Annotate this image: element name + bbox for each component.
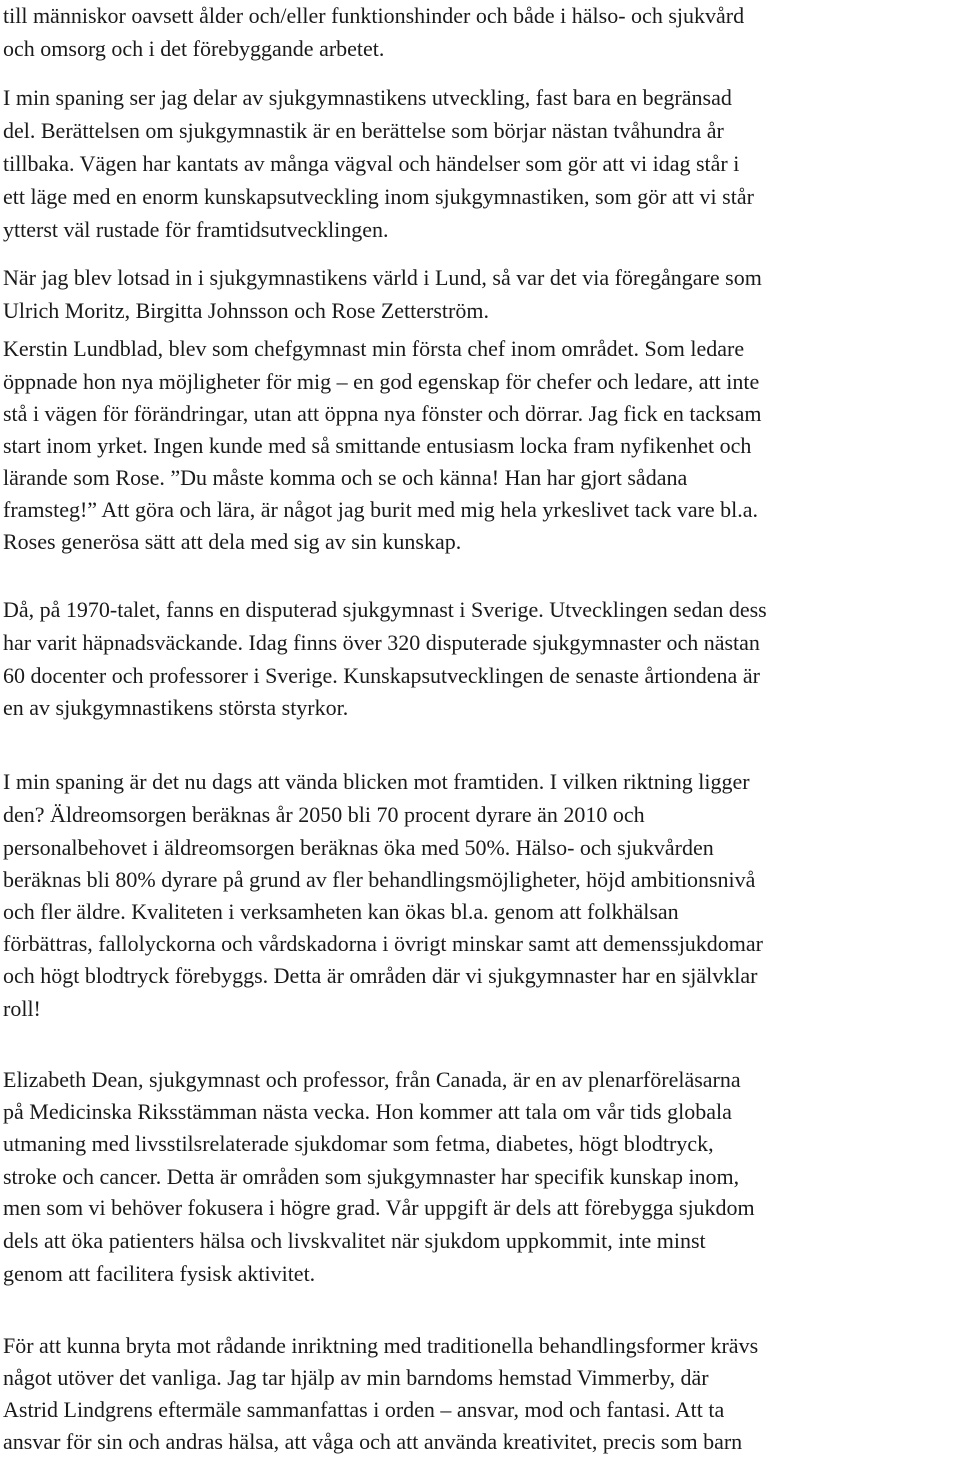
text-line: en av sjukgymnastikens största styrkor. <box>3 695 349 720</box>
text-line: den? Äldreomsorgen beräknas år 2050 bli 70 procent dyrare än 2010 och <box>3 802 645 827</box>
text-line: Kerstin Lundblad, blev som chefgymnast min första chef inom området. Som ledare <box>3 336 745 361</box>
text-line: stroke och cancer. Detta är områden som sjukgymnaster har specifik kunskap inom, <box>3 1164 740 1189</box>
text-line: beräknas bli 80% dyrare på grund av fler behandlingsmöjligheter, höjd ambitionsnivå <box>3 867 756 892</box>
text-line: del. Berättelsen om sjukgymnastik är en berättelse som börjar nästan tvåhundra år <box>3 118 724 143</box>
text-line: men som vi behöver fokusera i högre grad. Vår uppgift är dels att förebygga sjukdom <box>3 1195 755 1220</box>
text-line: förbättras, fallolyckorna och vårdskadorna i övrigt minskar samt att demenssjukdomar <box>3 931 764 956</box>
text-line: dels att öka patienters hälsa och livskvalitet när sjukdom uppkommit, inte minst <box>3 1228 706 1253</box>
text-line: har varit häpnadsväckande. Idag finns över 320 disputerade sjukgymnaster och nästan <box>3 630 760 655</box>
text-line: till människor oavsett ålder och/eller funktionshinder och både i hälso- och sjukvård <box>3 3 745 28</box>
text-line: Roses generösa sätt att dela med sig av sin kunskap. <box>3 529 462 554</box>
text-line: något utöver det vanliga. Jag tar hjälp av min barndoms hemstad Vimmerby, där <box>3 1365 709 1390</box>
text-line: När jag blev lotsad in i sjukgymnastikens värld i Lund, så var det via föregångare som <box>3 265 762 290</box>
text-line: personalbehovet i äldreomsorgen beräknas öka med 50%. Hälso- och sjukvården <box>3 835 714 860</box>
text-line: För att kunna bryta mot rådande inriktning med traditionella behandlingsformer krävs <box>3 1333 759 1358</box>
text-line: ett läge med en enorm kunskapsutveckling inom sjukgymnastiken, som gör att vi står <box>3 184 754 209</box>
text-line: och omsorg och i det förebyggande arbetet. <box>3 36 385 61</box>
text-line: start inom yrket. Ingen kunde med så smittande entusiasm locka fram nyfikenhet och <box>3 433 752 458</box>
text-line: framsteg!” Att göra och lära, är något jag burit med mig hela yrkeslivet tack vare bl.a. <box>3 497 759 522</box>
text-line: Då, på 1970-talet, fanns en disputerad sjukgymnast i Sverige. Utvecklingen sedan dess <box>3 597 767 622</box>
text-line: roll! <box>3 996 41 1021</box>
text-line: ansvar för sin och andras hälsa, att våga och att använda kreativitet, precis som barn <box>3 1429 743 1454</box>
text-line: I min spaning ser jag delar av sjukgymnastikens utveckling, fast bara en begränsad <box>3 85 732 110</box>
text-line: stå i vägen för förändringar, utan att öppna nya fönster och dörrar. Jag fick en tacksam <box>3 401 762 426</box>
text-line: utmaning med livsstilsrelaterade sjukdomar som fetma, diabetes, högt blodtryck, <box>3 1131 714 1156</box>
text-line: öppnade hon nya möjligheter för mig – en god egenskap för chefer och ledare, att inte <box>3 369 760 394</box>
text-line: Astrid Lindgrens eftermäle sammanfattas i orden – ansvar, mod och fantasi. Att ta <box>3 1397 725 1422</box>
text-line: tillbaka. Vägen har kantats av många vägval och händelser som gör att vi idag står i <box>3 151 740 176</box>
text-line: 60 docenter och professorer i Sverige. Kunskapsutvecklingen de senaste årtiondena är <box>3 663 760 688</box>
text-line: Elizabeth Dean, sjukgymnast och professor, från Canada, är en av plenarföreläsarna <box>3 1067 741 1092</box>
text-line: och fler äldre. Kvaliteten i verksamheten kan ökas bl.a. genom att folkhälsan <box>3 899 679 924</box>
text-line: på Medicinska Riksstämman nästa vecka. Hon kommer att tala om vår tids globala <box>3 1099 732 1124</box>
text-line: genom att facilitera fysisk aktivitet. <box>3 1261 316 1286</box>
text-line: Ulrich Moritz, Birgitta Johnsson och Rose Zetterström. <box>3 298 489 323</box>
text-line: ytterst väl rustade för framtidsutvecklingen. <box>3 217 389 242</box>
text-line: I min spaning är det nu dags att vända blicken mot framtiden. I vilken riktning ligger <box>3 769 750 794</box>
text-line: lärande som Rose. ”Du måste komma och se och känna! Han har gjort sådana <box>3 465 688 490</box>
text-line: och högt blodtryck förebyggs. Detta är områden där vi sjukgymnaster har en självklar <box>3 963 758 988</box>
